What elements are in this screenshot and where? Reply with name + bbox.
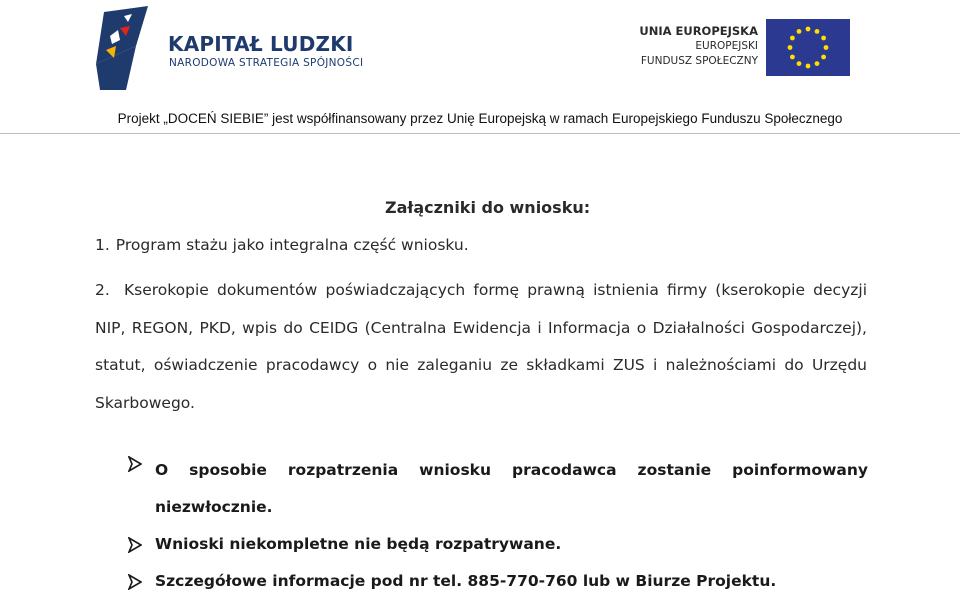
kapital-ludzki-logo-icon bbox=[96, 6, 156, 90]
list-item bbox=[95, 236, 469, 254]
logo-title: KAPITAŁ LUDZKI bbox=[168, 32, 354, 56]
notes-list bbox=[128, 452, 868, 600]
arrow-bullet-icon bbox=[128, 456, 142, 472]
logo-subtitle: NARODOWA STRATEGIA SPÓJNOŚCI bbox=[169, 57, 364, 69]
eu-logo-line2: EUROPEJSKI bbox=[695, 40, 758, 52]
list-item-number: 2. bbox=[95, 281, 110, 299]
header-divider bbox=[0, 133, 960, 134]
eu-logo-line1: UNIA EUROPEJSKA bbox=[639, 24, 758, 38]
note-item bbox=[128, 563, 868, 600]
list-item-text: Program stażu jako integralna część wniosku. bbox=[115, 236, 469, 254]
note-text: O sposobie rozpatrzenia wniosku pracodawca zostanie poinformowany niezwłocznie. bbox=[155, 461, 868, 516]
note-item bbox=[128, 526, 868, 563]
note-text: Wnioski niekompletne nie będą rozpatrywane. bbox=[155, 535, 562, 553]
eu-logo-line3: FUNDUSZ SPOŁECZNY bbox=[640, 55, 758, 67]
eu-logo-text bbox=[630, 24, 758, 69]
document-header bbox=[0, 0, 960, 134]
attachments-heading: Załączniki do wniosku: bbox=[385, 198, 591, 217]
note-item bbox=[128, 452, 868, 526]
arrow-bullet-icon bbox=[128, 537, 142, 553]
list-item-text: Kserokopie dokumentów poświadczających formę prawną istnienia firmy (kserokopie decyzji NIP, REGON, PKD, wpis do CEIDG (Centralna Ewidencja i Informacja o Działalności Gospodarczej), statut, oświadczenie pracodawcy o nie zaleganiu ze składkami ZUS i należnościami do Urzędu Skarbowego. bbox=[95, 281, 868, 412]
project-cofinancing-line: Projekt „DOCEŃ SIEBIE” jest współfinansowany przez Unię Europejską w ramach Europejskiego Funduszu Społecznego bbox=[117, 111, 843, 126]
eu-flag-icon bbox=[766, 19, 850, 76]
list-item-number: 1. bbox=[95, 236, 110, 254]
list-item bbox=[95, 272, 867, 422]
note-text: Szczegółowe informacje pod nr tel. 885-770-760 lub w Biurze Projektu. bbox=[155, 572, 777, 590]
